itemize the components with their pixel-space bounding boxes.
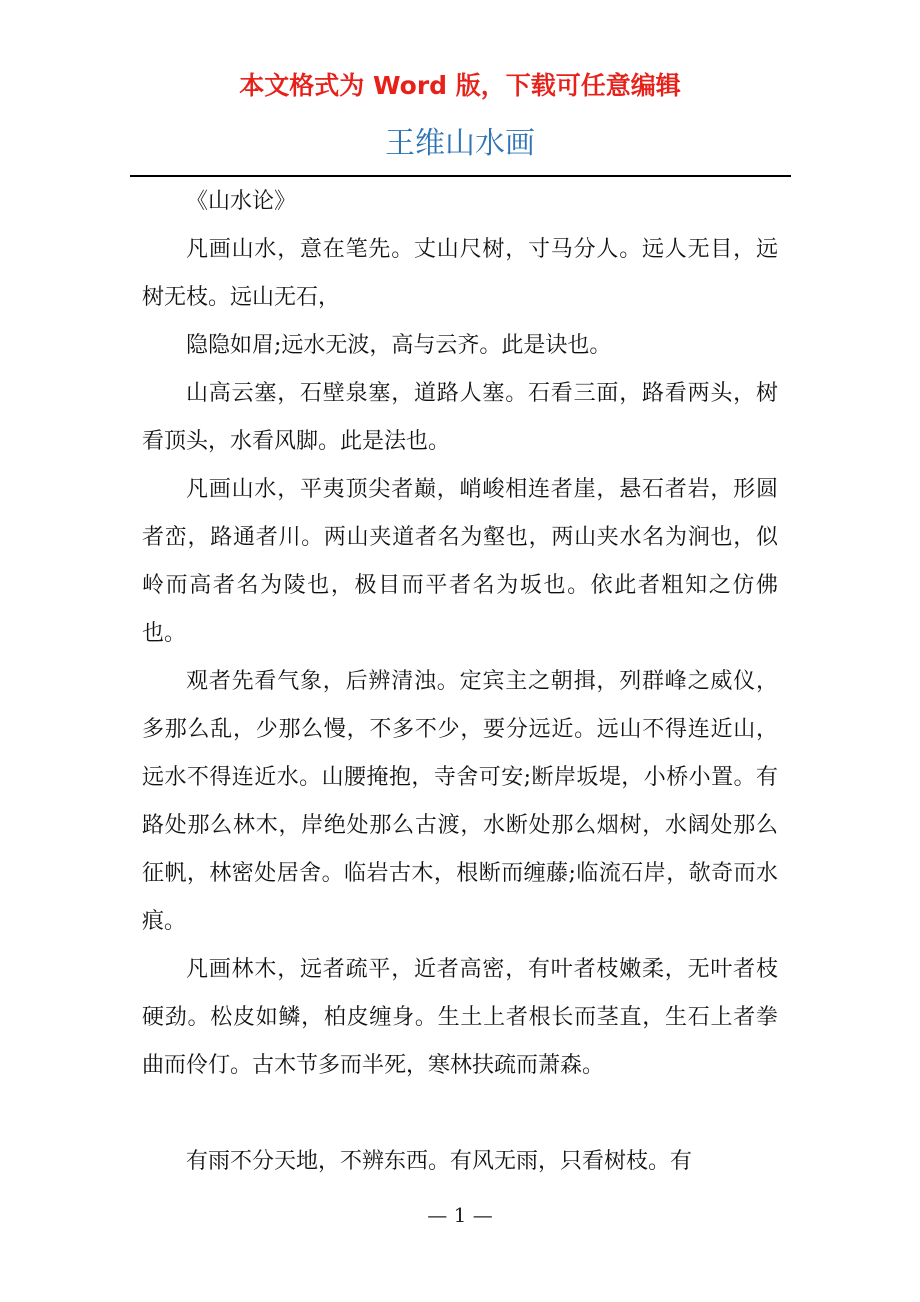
download-notice-banner: 本文格式为 Word 版，下载可任意编辑 — [239, 71, 681, 100]
header-divider — [130, 175, 791, 177]
paragraph: 凡画林木，远者疏平，近者高密，有叶者枝嫩柔，无叶者枝硬劲。松皮如鳞，柏皮缠身。生土上者根长而茎直，生石上者拳曲而伶仃。古木节多而半死，寒林扶疏而萧森。 — [142, 957, 778, 1078]
document-body — [142, 178, 778, 1186]
page-number: — 1 — — [427, 1203, 493, 1227]
paragraph: 凡画山水，意在笔先。丈山尺树，寸马分人。远人无目，远树无枝。远山无石， — [142, 237, 778, 310]
paragraph: 隐隐如眉;远水无波，高与云齐。此是诀也。 — [186, 333, 612, 358]
paragraph: 山高云塞，石壁泉塞，道路人塞。石看三面，路看两头，树看顶头，水看风脚。此是法也。 — [142, 381, 778, 454]
paragraph: 凡画山水，平夷顶尖者巅，峭峻相连者崖，悬石者岩，形圆者峦，路通者川。两山夹道者名为壑也，两山夹水名为涧也，似岭而高者名为陵也，极目而平者名为坂也。依此者粗知之仿佛也。 — [142, 477, 778, 646]
paragraph: 观者先看气象，后辨清浊。定宾主之朝揖，列群峰之威仪，多那么乱，少那么慢，不多不少，要分远近。远山不得连近山，远水不得连近水。山腰掩抱，寺舍可安;断岸坂堤，小桥小置。有路处那么林木，岸绝处那么古渡，水断处那么烟树，水阔处那么征帆，林密处居舍。临岩古木，根断而缠藤;临流石岸，欹奇而水痕。 — [142, 669, 778, 934]
document-title: 王维山水画 — [385, 126, 535, 161]
section-heading: 《山水论》 — [186, 189, 297, 214]
paragraph: 有雨不分天地，不辨东西。有风无雨，只看树枝。有 — [186, 1149, 693, 1174]
